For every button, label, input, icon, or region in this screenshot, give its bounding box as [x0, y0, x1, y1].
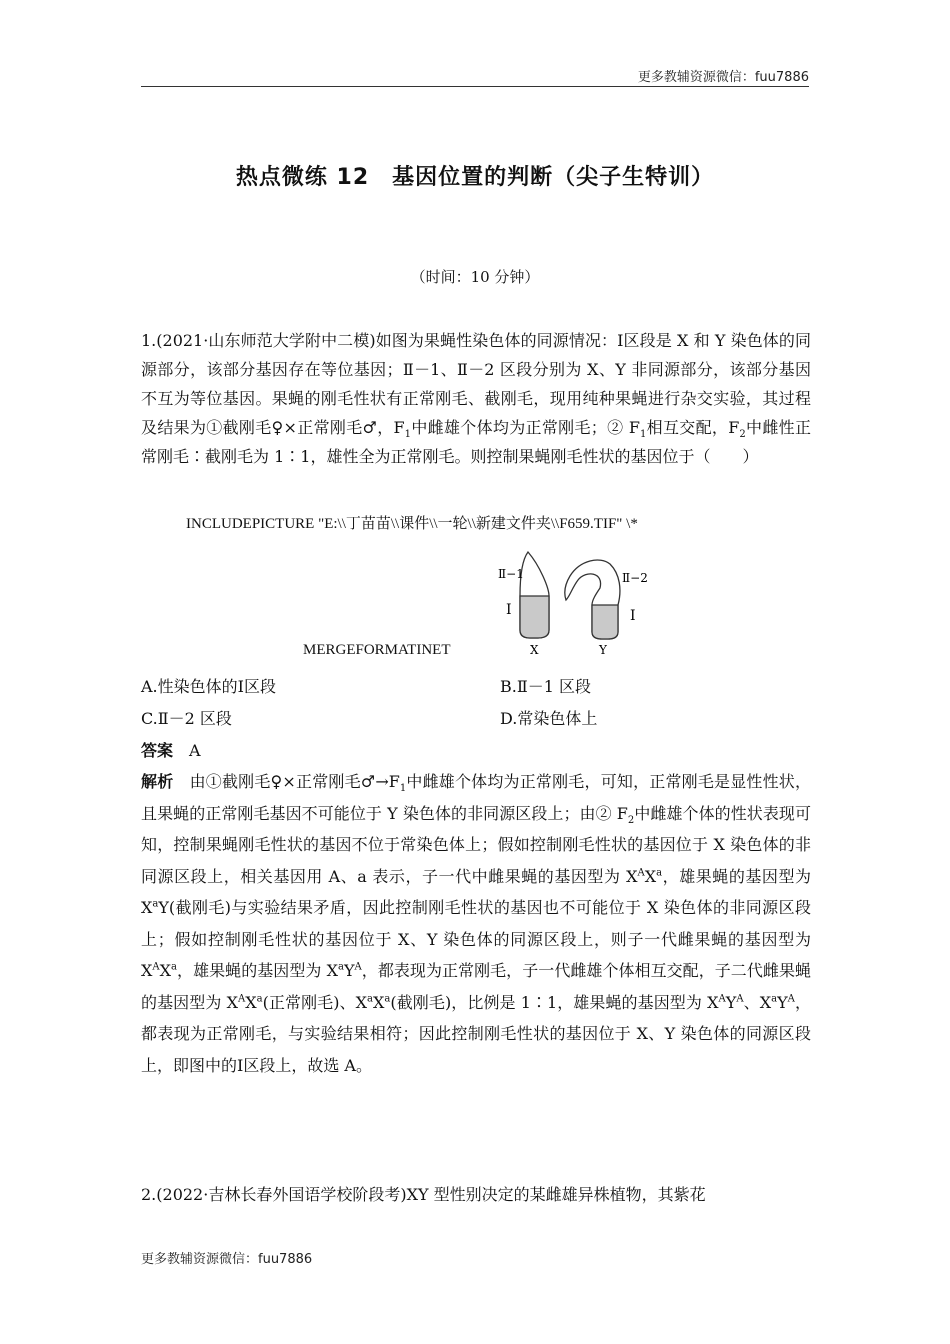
option-a: A.性染色体的Ⅰ区段: [141, 677, 276, 696]
analysis-paragraph: 解析 由①截刚毛♀×正常刚毛$♂\to F_1$中雌雄个体均为正常刚毛，可知，正常刚毛是显性性状，且果蝇的正常刚毛基因不可能位于 Y 染色体的非同源区段上；由② $F_2$中雌雄个体的性状表现可知，控制果蝇刚毛性状的基因不位于常染色体上；假如控制刚毛性状的基因位于 X 染色体的非同源区段上，相关基因用 A、a 表示，子一代中雌果蝇的基因型为 $X^AX^a$，雄果蝇的基因型为 $X^aY$(截刚毛)与实验结果矛盾，因此控制刚毛性状的基因也不可能位于 X 染色体的非同源区段上；假如控制刚毛性状的基因位于 X、Y 染色体的同源区段上，则子一代雌果蝇的基因型为 $X^AX^a$，雄果蝇的基因型为 $X^aY^A$，都表现为正常刚毛，子一代雌雄个体相互交配，子二代雌果蝇的基因型为 $X^AX^a$(正常刚毛)、$X^aX^a$(截刚毛)，比例是 1∶1，雄果蝇的基因型为 $X^AY^A$、$X^aY^A$，都表现为正常刚毛，与实验结果相符；因此控制刚毛性状的基因位于 X、Y 染色体的同源区段上，即图中的Ⅰ区段上，故选 A。: [141, 772, 811, 1075]
question-2-stem: 2.(2022·吉林长春外国语学校阶段考)XY 型性别决定的某雌雄异株植物，其紫花: [141, 1185, 706, 1204]
question-1-stem: 1.(2021·山东师范大学附中二模)如图为果蝇性染色体的同源情况：Ⅰ区段是 X 和 Y 染色体的同源部分，该部分基因存在等位基因；Ⅱ－1、Ⅱ－2 区段分别为 X、Y 非同源部分，该部分基因不互为等位基因。果蝇的刚毛性状有正常刚毛、截刚毛，现用纯种果蝇进行杂交实验，其过程及结果为①截刚毛♀×正常刚毛♂，$F_1$中雌雄个体均为正常刚毛；② $F_1$相互交配，$F_2$中雌性正常刚毛∶截刚毛为 1∶1，雄性全为正常刚毛。则控制果蝇刚毛性状的基因位于（ ）: [141, 331, 811, 466]
option-b: B.Ⅱ－1 区段: [500, 677, 591, 696]
option-d: D.常染色体上: [500, 709, 598, 728]
merge-format-field-code: MERGEFORMATINET: [303, 642, 451, 658]
label-i-left: Ⅰ: [506, 602, 512, 618]
label-ii-2: Ⅱ−2: [622, 571, 648, 585]
include-picture-field-code: INCLUDEPICTURE "E:\\丁苗苗\\课件\\一轮\\新建文件夹\\F659.TIF" \*: [186, 516, 638, 532]
question-1-number: 1.: [141, 331, 157, 350]
time-note: （时间：10 分钟）: [410, 268, 540, 286]
question-2-number: 2.: [141, 1185, 157, 1204]
sex-chromosome-figure: [492, 548, 662, 660]
question-1-source: (2021·山东师范大学附中二模): [156, 331, 376, 350]
answer-label: 答案: [141, 741, 174, 760]
question-2-source: (2022·吉林长春外国语学校阶段考): [156, 1185, 407, 1204]
y-chromosome: [565, 560, 620, 639]
label-ii-1: Ⅱ−1: [498, 567, 524, 581]
page-footer-text: 更多教辅资源微信：fuu7886: [141, 1252, 313, 1267]
page-title: 热点微练 12 基因位置的判断（尖子生特训）: [235, 165, 715, 190]
answer-line: [141, 738, 201, 761]
label-i-right: Ⅰ: [630, 608, 636, 624]
page-header-text: 更多教辅资源微信：fuu7886: [637, 70, 809, 85]
answer-value: A: [189, 741, 201, 760]
analysis-label: 解析: [141, 772, 174, 791]
label-y: Y: [599, 643, 607, 657]
option-c: C.Ⅱ－2 区段: [141, 709, 232, 728]
header-divider: [141, 86, 809, 87]
x-chromosome: [520, 552, 549, 638]
label-x: X: [530, 643, 539, 657]
